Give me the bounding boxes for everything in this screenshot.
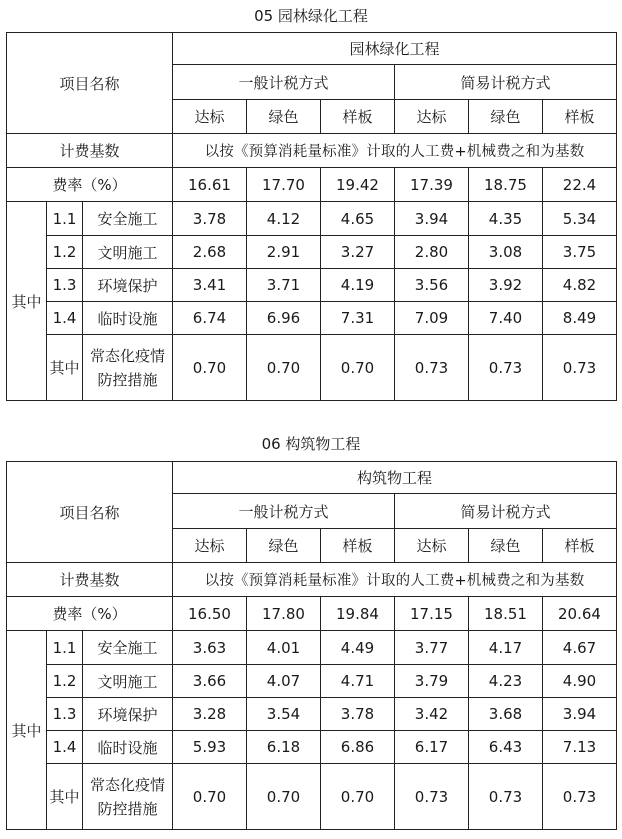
item-value: 6.86 xyxy=(321,731,395,764)
item-value: 4.82 xyxy=(543,269,617,302)
item-value: 4.19 xyxy=(321,269,395,302)
basis-label: 计费基数 xyxy=(7,134,173,168)
item-number: 1.1 xyxy=(47,631,83,665)
group-label: 其中 xyxy=(7,202,47,401)
tax-simple-header: 简易计税方式 xyxy=(395,65,617,100)
rate-value: 22.4 xyxy=(543,168,617,202)
tax-simple-header: 简易计税方式 xyxy=(395,494,617,529)
rate-label: 费率（%） xyxy=(7,168,173,202)
item-value: 4.65 xyxy=(321,202,395,236)
item-value: 3.94 xyxy=(543,698,617,731)
item-value: 7.40 xyxy=(469,302,543,335)
item-value: 3.41 xyxy=(173,269,247,302)
item-value: 2.80 xyxy=(395,236,469,269)
item-value: 4.23 xyxy=(469,665,543,698)
sub-item-name-line2: 防控措施 xyxy=(97,799,158,818)
item-value: 3.92 xyxy=(469,269,543,302)
item-value: 3.77 xyxy=(395,631,469,665)
rate-value: 20.64 xyxy=(543,597,617,631)
rate-label: 费率（%） xyxy=(7,597,173,631)
item-number: 1.3 xyxy=(47,698,83,731)
basis-text: 以按《预算消耗量标准》计取的人工费+机械费之和为基数 xyxy=(173,134,617,168)
sub-item-value: 0.70 xyxy=(321,764,395,830)
item-value: 6.17 xyxy=(395,731,469,764)
item-value: 6.96 xyxy=(247,302,321,335)
level-header: 达标 xyxy=(173,100,247,134)
item-name-civilized: 文明施工 xyxy=(83,236,173,269)
section-title: 06 构筑物工程 xyxy=(261,435,361,453)
level-header: 样板 xyxy=(543,529,617,563)
level-header: 达标 xyxy=(173,529,247,563)
rate-value: 19.42 xyxy=(321,168,395,202)
rate-value: 19.84 xyxy=(321,597,395,631)
rate-value: 17.70 xyxy=(247,168,321,202)
item-value: 3.27 xyxy=(321,236,395,269)
item-value: 3.08 xyxy=(469,236,543,269)
item-value: 3.63 xyxy=(173,631,247,665)
item-number: 1.1 xyxy=(47,202,83,236)
item-name-temporary: 临时设施 xyxy=(83,302,173,335)
rate-value: 18.51 xyxy=(469,597,543,631)
item-number: 1.4 xyxy=(47,731,83,764)
level-header: 达标 xyxy=(395,529,469,563)
sub-item-name-line2: 防控措施 xyxy=(97,370,158,389)
sub-item-value: 0.70 xyxy=(173,335,247,401)
item-value: 3.66 xyxy=(173,665,247,698)
item-value: 3.78 xyxy=(321,698,395,731)
item-value: 4.07 xyxy=(247,665,321,698)
rate-value: 18.75 xyxy=(469,168,543,202)
item-number: 1.2 xyxy=(47,236,83,269)
sub-item-value: 0.70 xyxy=(247,335,321,401)
level-header: 绿色 xyxy=(469,529,543,563)
level-header: 绿色 xyxy=(247,100,321,134)
item-value: 4.35 xyxy=(469,202,543,236)
item-value: 4.12 xyxy=(247,202,321,236)
item-name-environment: 环境保护 xyxy=(83,269,173,302)
group-label: 其中 xyxy=(7,631,47,830)
sub-item-value: 0.73 xyxy=(395,335,469,401)
item-name-civilized: 文明施工 xyxy=(83,665,173,698)
item-value: 4.71 xyxy=(321,665,395,698)
item-value: 8.49 xyxy=(543,302,617,335)
item-value: 3.75 xyxy=(543,236,617,269)
sub-item-value: 0.73 xyxy=(469,335,543,401)
item-name-safety: 安全施工 xyxy=(83,631,173,665)
item-name-temporary: 临时设施 xyxy=(83,731,173,764)
item-value: 4.67 xyxy=(543,631,617,665)
section-title: 05 园林绿化工程 xyxy=(254,7,368,25)
item-number: 1.2 xyxy=(47,665,83,698)
project-header: 园林绿化工程 xyxy=(173,33,617,65)
item-value: 3.71 xyxy=(247,269,321,302)
item-value: 3.79 xyxy=(395,665,469,698)
item-value: 3.54 xyxy=(247,698,321,731)
item-value: 2.91 xyxy=(247,236,321,269)
item-value: 6.18 xyxy=(247,731,321,764)
rate-value: 16.50 xyxy=(173,597,247,631)
item-value: 2.68 xyxy=(173,236,247,269)
tax-general-header: 一般计税方式 xyxy=(173,65,395,100)
item-value: 4.90 xyxy=(543,665,617,698)
sub-item-name xyxy=(83,764,173,830)
level-header: 达标 xyxy=(395,100,469,134)
sub-item-value: 0.73 xyxy=(469,764,543,830)
sub-item-name-line1: 常态化疫情 xyxy=(89,346,165,365)
item-value: 5.93 xyxy=(173,731,247,764)
item-value: 6.74 xyxy=(173,302,247,335)
level-header: 绿色 xyxy=(469,100,543,134)
sub-item-value: 0.73 xyxy=(543,764,617,830)
basis-label: 计费基数 xyxy=(7,563,173,597)
sub-item-name-line1: 常态化疫情 xyxy=(89,775,165,794)
item-value: 3.56 xyxy=(395,269,469,302)
item-value: 3.78 xyxy=(173,202,247,236)
item-value: 4.17 xyxy=(469,631,543,665)
item-value: 3.28 xyxy=(173,698,247,731)
sub-item-value: 0.73 xyxy=(395,764,469,830)
sub-item-name xyxy=(83,335,173,401)
basis-text: 以按《预算消耗量标准》计取的人工费+机械费之和为基数 xyxy=(173,563,617,597)
level-header: 样板 xyxy=(543,100,617,134)
sub-item-value: 0.70 xyxy=(321,335,395,401)
item-value: 7.09 xyxy=(395,302,469,335)
sub-item-value: 0.73 xyxy=(543,335,617,401)
project-header: 构筑物工程 xyxy=(173,462,617,494)
level-header: 样板 xyxy=(321,529,395,563)
fee-rate-table xyxy=(6,32,617,401)
item-number: 1.4 xyxy=(47,302,83,335)
item-value: 3.68 xyxy=(469,698,543,731)
item-value: 7.31 xyxy=(321,302,395,335)
item-name-safety: 安全施工 xyxy=(83,202,173,236)
item-value: 4.01 xyxy=(247,631,321,665)
item-name-environment: 环境保护 xyxy=(83,698,173,731)
sub-group-label: 其中 xyxy=(47,764,83,830)
item-value: 6.43 xyxy=(469,731,543,764)
sub-item-value: 0.70 xyxy=(173,764,247,830)
item-number: 1.3 xyxy=(47,269,83,302)
fee-rate-table xyxy=(6,461,617,830)
item-name-header: 项目名称 xyxy=(7,33,173,134)
rate-value: 16.61 xyxy=(173,168,247,202)
item-value: 3.94 xyxy=(395,202,469,236)
item-value: 3.42 xyxy=(395,698,469,731)
level-header: 样板 xyxy=(321,100,395,134)
sub-item-value: 0.70 xyxy=(247,764,321,830)
rate-value: 17.15 xyxy=(395,597,469,631)
item-value: 4.49 xyxy=(321,631,395,665)
sub-group-label: 其中 xyxy=(47,335,83,401)
item-value: 5.34 xyxy=(543,202,617,236)
level-header: 绿色 xyxy=(247,529,321,563)
tax-general-header: 一般计税方式 xyxy=(173,494,395,529)
item-name-header: 项目名称 xyxy=(7,462,173,563)
rate-value: 17.39 xyxy=(395,168,469,202)
rate-value: 17.80 xyxy=(247,597,321,631)
item-value: 7.13 xyxy=(543,731,617,764)
